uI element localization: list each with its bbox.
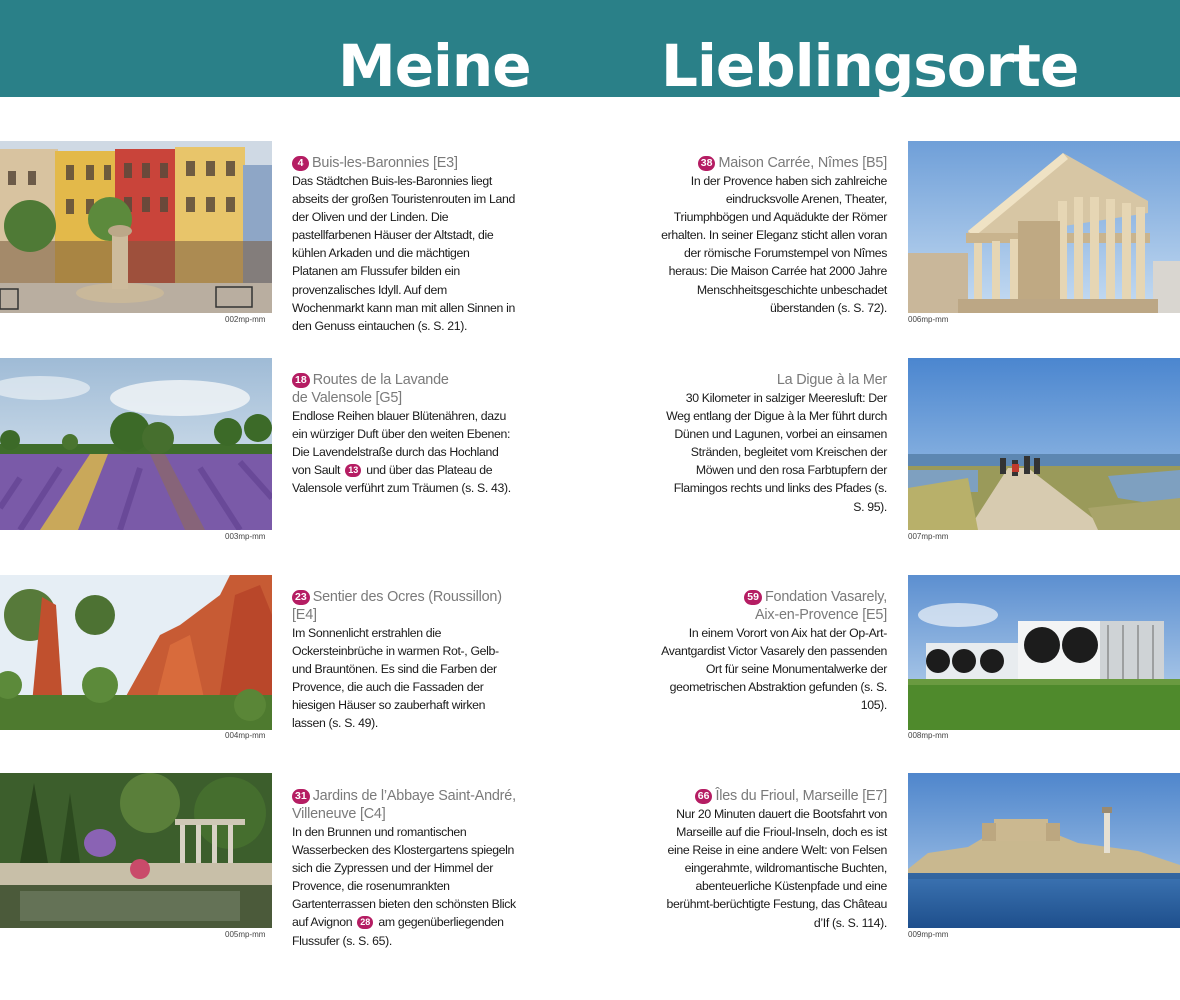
entry-body-text: und über das Plateau de Valensole verführt zum Träumen (s. S. 43).: [292, 463, 511, 496]
photo-credit: 005mp-mm: [225, 930, 266, 939]
entry-title: [661, 588, 887, 606]
entry-sentier-des-ocres: [292, 588, 518, 733]
entry-title-text: La Digue à la Mer: [776, 372, 887, 388]
entry-title-line2: Aix-en-Provence [E5]: [755, 607, 887, 623]
entry-body: Das Städtchen Buis-les-Baronnies liegt abseits der großen Touristenrouten im Land der Oliven und der Linden. Die pastellfarbenen Häuser der Altstadt, die kühlen Arkaden und die mächtigen Platanen am Flussufer bilden ein provenzalisches Idyll. Auf dem Wochenmarkt kann man mit allen Sinnen in den Genuss eintauchen (s. S. 21).: [292, 174, 515, 333]
entry-body: 30 Kilometer in salziger Meeresluft: Der Weg entlang der Digue à la Mer führt durch Dünen und Lagunen, vorbei an einsamen Stränden, begleitet vom Kreischen der Möwen und den rosa Farbtupfern der Flamingos rechts und links des Pfades (s. S. 95).: [666, 391, 887, 514]
entry-jardins-abbaye: [292, 787, 518, 950]
photo-credit: 006mp-mm: [908, 315, 949, 324]
photo-jardins-abbaye: [0, 773, 272, 928]
photo-sentier-des-ocres: [0, 575, 272, 730]
reference-number-badge: 13: [345, 464, 361, 477]
photo-credit: 007mp-mm: [908, 532, 949, 541]
entry-title-text: Jardins de l’Abbaye Saint-André,: [312, 788, 516, 804]
photo-credit: 009mp-mm: [908, 930, 949, 939]
photo-buis-les-baronnies: [0, 141, 272, 313]
entry-title-line2: Villeneuve [C4]: [292, 806, 386, 822]
entry-body-text: am gegenüberliegenden Flussufer (s. S. 65).: [292, 915, 504, 948]
page-title-right: Lieblingsorte: [661, 32, 1079, 100]
photo-lavender-fields: [0, 358, 272, 530]
entry-body: In einem Vorort von Aix hat der Op-Art-Avantgardist Victor Vasarely den passenden Ort für seine Monumentalwerke der geometrischen Abstraktion gefunden (s. S. 105).: [661, 626, 887, 713]
entry-title: [292, 588, 518, 624]
entry-buis-les-baronnies: [292, 154, 518, 335]
entry-body: In der Provence haben sich zahlreiche eindrucksvolle Arenen, Theater, Triumphbögen und Aquädukte der Römer erhalten. In seiner Eleganz sticht allen voran der römische Forumstempel von Nîmes heraus: Die Maison Carrée hat 2000 Jahre Menschheitsgeschichte unbeschadet überstanden (s. S. 72).: [661, 174, 887, 315]
entry-body: [292, 407, 518, 497]
entry-digue-a-la-mer: [661, 371, 887, 516]
photo-credit: 003mp-mm: [225, 532, 266, 541]
reference-number-badge: 28: [357, 916, 373, 929]
photo-maison-carree: [908, 141, 1180, 313]
entry-title: [661, 787, 887, 805]
entry-body: Im Sonnenlicht erstrahlen die Ockersteinbrüche in warmen Rot-, Gelb- und Brauntönen. Es sind die Farben der Provence, die auch die Fassaden der hiesigen Häuser so zauberhaft wirken lassen (s. S. 49).: [292, 626, 499, 731]
entry-iles-du-frioul: [661, 787, 887, 932]
location-number-badge: 23: [292, 590, 310, 605]
location-number-badge: 66: [695, 789, 713, 804]
entry-body-text: In den Brunnen und romantischen Wasserbecken des Klostergartens spiegeln sich die Zypressen und der Himmel der Provence, die rosenumrankten Gartenterrassen bieten den schönsten Blick auf Avignon: [292, 825, 516, 930]
entry-title-text: Sentier des Ocres (Roussillon) [E4]: [292, 589, 502, 623]
entry-body: [292, 823, 518, 950]
entry-body-text: Endlose Reihen blauer Blütenähren, dazu ein würziger Duft über den weiten Ebenen: Die Lavendelstraße durch das Hochland von Sault: [292, 409, 511, 478]
location-number-badge: 18: [292, 373, 310, 388]
entry-title-text: Routes de la Lavande: [312, 372, 449, 388]
entry-routes-de-la-lavande: [292, 371, 518, 497]
entry-title-text: Îles du Frioul, Marseille [E7]: [715, 788, 887, 804]
photo-fondation-vasarely: [908, 575, 1180, 730]
entry-maison-carree: [661, 154, 887, 317]
entry-title: [661, 154, 887, 172]
entry-body: Nur 20 Minuten dauert die Bootsfahrt von Marseille auf die Frioul-Inseln, doch es ist eine Reise in eine andere Welt: von Felsen eingerahmte, wildromantische Buchten, abenteuerliche Küstenpfade und eine berühmt-berüchtigte Festung, das Château d’If (s. S. 114).: [666, 807, 887, 930]
entry-title-text: Maison Carrée, Nîmes [B5]: [718, 155, 887, 171]
entry-title-text: Buis-les-Baronnies [E3]: [312, 155, 458, 171]
photo-credit: 002mp-mm: [225, 315, 266, 324]
entry-title: [292, 787, 518, 805]
location-number-badge: 38: [698, 156, 716, 171]
location-number-badge: 31: [292, 789, 310, 804]
entry-title: [292, 154, 518, 172]
photo-credit: 004mp-mm: [225, 731, 266, 740]
entry-title-text: Fondation Vasarely,: [764, 589, 887, 605]
location-number-badge: 59: [744, 590, 762, 605]
location-number-badge: 4: [292, 156, 309, 171]
photo-iles-du-frioul: [908, 773, 1180, 928]
photo-credit: 008mp-mm: [908, 731, 949, 740]
entry-fondation-vasarely: [661, 588, 887, 714]
photo-digue-a-la-mer: [908, 358, 1180, 530]
entry-title-line2: de Valensole [G5]: [292, 390, 402, 406]
page-title-left: Meine: [338, 32, 531, 100]
entry-title: [292, 371, 518, 389]
